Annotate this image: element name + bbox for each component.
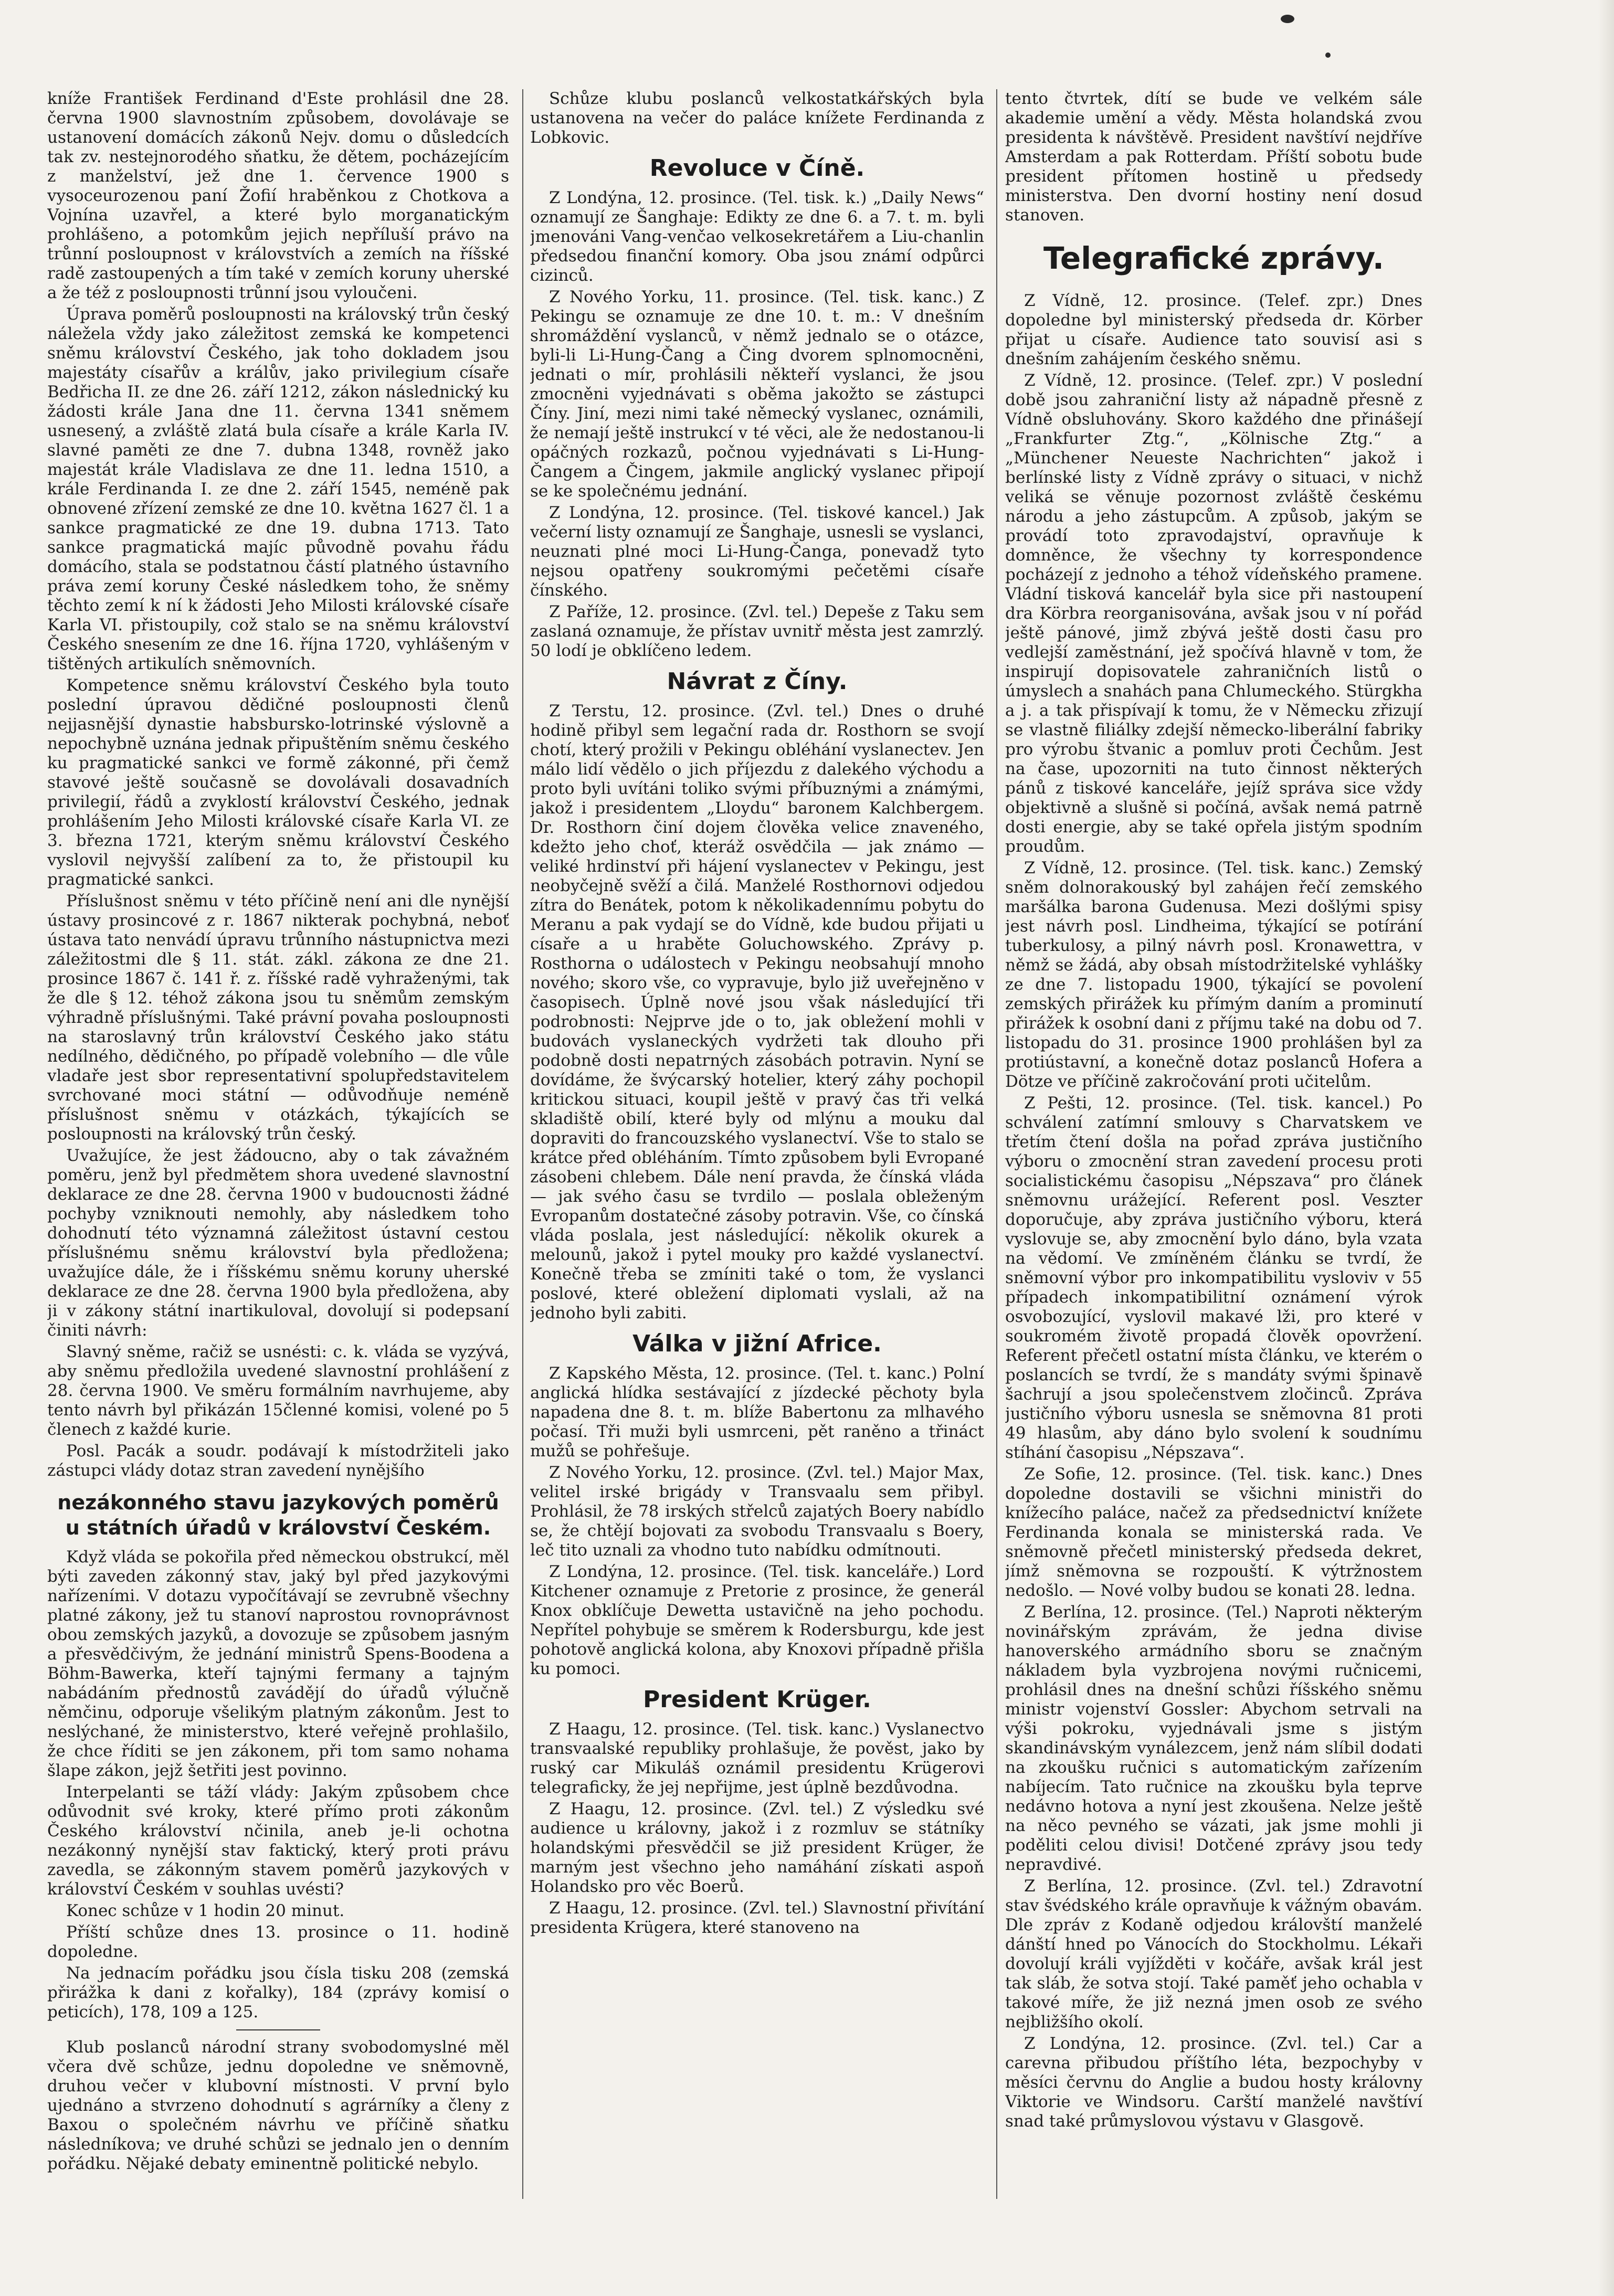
paragraph: Úprava poměrů posloupnosti na královský trůn český náležela vždy jako záležitost zemská ke kompetenci sněmu království Českého, jak toho dokladem jsou majestáty císařův a králův, jako privilegium císaře Bedřicha II. ze dne 26. září 1212, zákon následnický ku žádosti krále Jana dne 11. června 1341 sněmem usnesený, a zvláště zlatá bula císaře a krále Karla IV. slavné paměti ze dne 7. dubna 1348, rovněž jako majestát krále Vladislava ze dne 11. ledna 1510, a krále Ferdinanda I. ze dne 2. září 1545, neméně pak obnovené zřízení zemské ze dne 10. května 1627 čl. 1 a sankce pragmatické ze dne 19. dubna 1713. Tato sankce pragmatická majíc původně povahu řádu domácího, stala se podstatnou částí platného ústavního práva zemí koruny České následkem toho, že sněmy těchto zemí k ní k žádosti Jeho Milosti královské císaře Karla VI. přistoupily, což stalo se na sněmu království Českého snesením ze dne 16. října 1720, vyhlášeným v tištěných artikulích sněmovních. [47,305,509,673]
paragraph: Když vláda se pokořila před německou obstrukcí, měl býti zaveden zákonný stav, jaký byl před jazykovými nařízeními. V dotazu vypočítávají se zevrubně všechny platné zákony, jež tu stanoví naprostou rovnoprávnost obou zemských jazyků, a dovozuje se způsobem jasným a přesvědčivým, že jednání ministrů Spens-Boodena a Böhm-Bawerka, kteří tajnými fermany a tajným nabádáním přednostů zavádějí do úřadů výlučně němčinu, odporuje všelikým platným zákonům. Jest to neslýchané, že ministerstvo, které veřejně prohlašilo, že chce říditi se jen zákonem, při tom samo nohama šlape zákon, jejž šetřiti jest povinno. [47,1548,509,1780]
paragraph: Ze Sofie, 12. prosince. (Tel. tisk. kanc.) Dnes dopoledne dostavili se všichni ministři do knížecího paláce, načež za předsednictví knížete Ferdinanda konala se ministerská rada. Ve sněmovně přečetl ministerský předseda dekret, jímž sněmovna se rozpouští. K výtržnostem nedošlo. — Nové volby budou se konati 28. ledna. [1005,1465,1422,1600]
paragraph: Z Pešti, 12. prosince. (Tel. tisk. kancel.) Po schválení zatímní smlouvy s Charvatskem ve třetím čtení došla na pořad zpráva justičního výboru o zmocnění stran zavedení procesu proti socialistickému časopisu „Népszava“ pro článek sněmovnu urážející. Referent posl. Veszter doporučuje, aby zpráva justičního výboru, která vyslovuje se, aby zmocnění bylo dáno, byla vzata na vědomí. Ve zmíněném článku se tvrdí, že sněmovní výbor pro inkompatibilitu vysloviv v 55 případech inkompatibilitní oznámení výrok osvobozující, vyslovil makavé lži, pro které v soukromém životě propadá člověk opovržení. Referent přečetl ostatní místa článku, ve kterém o poslancích se tvrdí, že s mandáty svými špinavě šachrují a jsou společenstvem zločinců. Zpráva justičního výboru usnesla se sněmovna 81 proti 49 hlasům, aby dáno bylo svolení k soudnímu stíhání časopisu „Népszava“. [1005,1094,1422,1462]
paragraph: tento čtvrtek, dítí se bude ve velkém sále akademie umění a vědy. Města holandská zvou presidenta k návštěvě. President navštíví nejdříve Amsterdam a pak Rotterdam. Příští sobotu bude president přítomen hostině u předsedy ministerstva. Den dvorní hostiny není dosud stanoven. [1005,89,1422,225]
paragraph: kníže František Ferdinand d'Este prohlásil dne 28. června 1900 slavnostním způsobem, dovolávaje se ustanovení domácích zákonů Nejv. domu o důsledcích tak zv. nestejnorodého sňatku, že dětem, pocházejícím z manželství, jež dne 1. července 1900 s vysoceurozenou paní Žofií hraběnkou z Chotkova a Vojnína uzavřel, a které bylo morganatickým prohlášeno, a potomkům jejich nepříluší právo na trůnní posloupnost v královstvích a zemích na říšské radě zastoupených a tím také v zemích koruny uherské a že též z posloupnosti trůnní jsou vyloučeni. [47,89,509,302]
paragraph: Slavný sněme, račiž se usnésti: c. k. vláda se vyzývá, aby sněmu předložila uvedené slavnostní prohlášení z 28. června 1900. Ve směru formálním navrhujeme, aby tento návrh byl přikázán 15členné komisi, volené po 5 členech z každé kurie. [47,1342,509,1439]
paragraph: Z Londýna, 12. prosince. (Tel. tiskové kancel.) Jak večerní listy oznamují ze Šanghaje, usnesli se vyslanci, neuznati plné moci Li-Hung-Čanga, ponevadž tyto nejsou opatřeny soukromými pečetěmi císaře čínského. [530,503,984,600]
paragraph: Z Londýna, 12. prosince. (Tel. tisk. kanceláře.) Lord Kitchener oznamuje z Pretorie z prosince, že generál Knox obklíčuje Dewetta ustavičně na jeho pochodu. Nepřítel pohybuje se směrem k Rodersburgu, kde jest pohotově anglická kolona, aby Knoxovi případně přišla ku pomoci. [530,1562,984,1678]
paragraph: Příští schůze dnes 13. prosince o 11. hodině dopoledne. [47,1923,509,1961]
paragraph: Z Nového Yorku, 11. prosince. (Tel. tisk. kanc.) Z Pekingu se oznamuje ze dne 10. t. m.: V dnešním shromáždění vyslanců, v němž jednalo se o otázce, byli-li Li-Hung-Čang a Čing dvorem splnomocněni, jednati o mír, prohlásili někteří vyslanci, že jsou zmocněni vyjednávati s oběma jakožto se zástupci Číny. Jiní, mezi nimi také německý vyslanec, oznámili, že nemají ještě instrukcí v té věci, ale že nedostanou-li opáčných rozkazů, počnou vyjednávati s Li-Hung-Čangem a Čingem, jakmile anglický vyslanec připojí se ke společnému jednání. [530,288,984,501]
article-heading: nezákonného stavu jazykových poměrů u státních úřadů v království Českém. [57,1491,499,1539]
paragraph: Posl. Pacák a soudr. podávají k místodržiteli jako zástupci vlády dotaz stran zavedení nynějšího [47,1442,509,1480]
separator [236,2029,320,2030]
paragraph: Z Vídně, 12. prosince. (Telef. zpr.) Dnes dopoledne byl ministerský předseda dr. Körber přijat u císaře. Audience tato souvisí asi s dnešním zahájením českého sněmu. [1005,291,1422,368]
paragraph: Z Londýna, 12. prosince. (Tel. tisk. k.) „Daily News“ oznamují ze Šanghaje: Edikty ze dne 6. a 7. t. m. byli jmenováni Vang-venčao velkosekretářem a Liu-chanlin předsedou finanční komory. Oba jsou známí odpůrci cizinců. [530,188,984,285]
paragraph: Z Berlína, 12. prosince. (Tel.) Naproti některým novinářským zprávám, že jedna divise hanoverského armádního sboru se značným nákladem byla vyzbrojena novými ručnicemi, prohlásil dnes na dnešní schůzi říšského sněmu ministr vojenství Gossler: Abychom setrvali na výši pokroku, vyjednávali jsme s jistým skandinávským vynálezcem, jenž nám slíbil dodati na zkoušku ručnici s automatickým zařízením nabíjecím. Tato ručnice na zkoušku byla teprve nedávno hotova a nyní jest zkoušena. Nelze ještě na něco pevného se vázati, jak jsme mohli ji poděliti celou divisi! Dotčené zprávy jsou tedy nepravdivé. [1005,1603,1422,1874]
paragraph: Kompetence sněmu království Českého byla touto poslední úpravou dědičné posloupnosti členů nejjasnější dynastie habsbursko-lotrinské výslovně a nepochybně uznána jednak připuštěním sněmu českého ku pragmatické sankci ve formě zákonné, při čemž stavové ještě současně se dovolávali dosavadních privilegií, řádů a zvyklostí království Českého, jednak prohlášením Jeho Milosti královské císaře Karla VI. ze 3. března 1721, kterým sněmu království Českého vyslovil nejvyšší zalíbení za to, že přistoupil ku pragmatické sankci. [47,676,509,889]
paragraph: Z Terstu, 12. prosince. (Zvl. tel.) Dnes o druhé hodině přibyl sem legační rada dr. Rosthorn se svojí chotí, který prožili v Pekingu obléhání vyslanectev. Jen málo lidí vědělo o jich příjezdu z dalekého východu a proto byli uvítáni toliko svými příbuznými a známými, jakož i presidentem „Lloydu“ baronem Kalchbergem. Dr. Rosthorn činí dojem člověka velice znaveného, kdežto jeho choť, kteráž osvědčila — jak známo — veliké hrdinství při hájení vyslanectev v Pekingu, jest neobyčejně svěží a čilá. Manželé Rosthornovi odjedou zítra do Benátek, potom k několikadennímu pobytu do Meranu a pak vydají se do Vídně, kde budou přijati u císaře a u hraběte Goluchowského. Zprávy p. Rosthorna o událostech v Pekingu neobsahují mnoho nového; skoro vše, co vypravuje, bylo již uveřejněno v časopisech. Úplně nové jsou však následující tři podrobnosti: Nejprve jde o to, jak obležení mohli v budovách vyslaneckých vydržeti tak dlouho při podobně dosti nepatrných zásobách potravin. Nyní se dovídáme, že švýcarský hotelier, který záhy pochopil kritickou situaci, koupil ještě v pravý čas tři velká skladiště obilí, které byly od mlýnu a mouku dal dopraviti do francouzského vyslanectví. Vše to stalo se krátce před obléháním. Tímto způsobem byli Evropané zásobeni chlebem. Dále není pravda, že čínská vláda — jak svého času se tvrdilo — poslala obleženým Evropanům dostatečné zásoby potravin. Vše, co čínská vláda poslala, jest následující: několik okurek a melounů, jakož i pytel mouky pro každé vyslanectví. Konečně třeba se zmíniti také o tom, že vyslanci poslové, které obležení diplomati vyslali, až na jednoho byli zabiti. [530,702,984,1322]
section-heading: Telegrafické zprávy. [1043,240,1384,276]
paragraph: Z Vídně, 12. prosince. (Tel. tisk. kanc.) Zemský sněm dolnorakouský byl zahájen řečí zemského maršálka barona Gudenusa. Mezi došlými spisy jest návrh posl. Lindheima, týkající se potírání tuberkulosy, a pilný návrh posl. Kronawettra, v němž se žádá, aby obsah místodržitelské vyhlášky ze dne 7. listopadu 1900, týkající se povolení zemských přirážek ku přímým daním a prominutí přirážek k osobní dani z příjmu také na dobu od 7. listopadu do 31. prosince 1900 prohlášen byl za protiústavní, a konečně dotaz poslanců Hofera a Dötze ve příčině zakročování proti učitelům. [1005,859,1422,1091]
ink-blot-mark [1281,15,1294,23]
ink-dot [1325,52,1331,58]
paragraph: Z Londýna, 12. prosince. (Zvl. tel.) Car a carevna přibudou příštího léta, bezpochyby v měsíci červnu do Anglie a budou hosty královny Viktorie ve Windsoru. Carští manželé navštíví snad také průmyslovou výstavu v Glasgově. [1005,2034,1422,2131]
column-rule-2 [996,89,997,2199]
page-edge-shadow [1598,0,1614,2296]
section-heading: Návrat z Číny. [667,668,848,695]
section-heading: Válka v jižní Africe. [632,1330,882,1357]
paragraph: Příslušnost sněmu v této příčině není ani dle nynější ústavy prosincové z r. 1867 nikterak pochybná, neboť ústava tato nenvádí úpravu trůnního nástupnictva mezi záležitostmi dle § 11. stát. zákl. zákona ze dne 21. prosince 1867 č. 141 ř. z. říšské radě vyhraženými, tak že dle § 12. téhož zákona jsou tu sněmům zemským výhradně příslušnými. Také právní povaha posloupnosti na staroslavný trůn království Českého jako státu nedílného, dědičného, po případě volebního — dle vůle vladaře jest sbor representativní spolupředstavitelem svrchované moci státní — odůvodňuje neméně příslušnost sněmu v otázkách, týkajících se posloupnosti na královský trůn český. [47,892,509,1144]
paragraph: Z Haagu, 12. prosince. (Zvl. tel.) Z výsledku své audience u královny, jakož i z rozmluv se státníky holandskými přesvědčil se již president Krüger, že marným jest všechno jeho namáhání získati aspoň Holandsko pro věc Boerů. [530,1800,984,1896]
paragraph: Klub poslanců národní strany svobodomyslné měl včera dvě schůze, jednu dopoledne ve sněmovně, druhou večer v klubovní místnosti. V první bylo ujednáno a stvrzeno dohodnutí s agrárníky a členy z Baxou o společném návrhu ve příčině sňatku následníkova; ve druhé schůzi se jednalo jen o denním pořádku. Nějaké debaty eminentně politické nebylo. [47,2038,509,2173]
paragraph: Z Vídně, 12. prosince. (Telef. zpr.) V poslední době jsou zahraniční listy až nápadně přesně z Vídně obsluhovány. Skoro každého dne přinášejí „Frankfurter Ztg.“, „Kölnische Ztg.“ a „Münchener Neueste Nachrichten“ jakož i berlínské listy z Vídně zprávy o situaci, v nichž veliká se věnuje pozornost zvláště českému národu a jeho zástupcům. A způsob, jakým se provádí toto zpravodajství, opravňuje k domněnce, že všechny ty korrespondence pocházejí z jednoho a téhož vídeňského pramene. Vládní tisková kancelář byla sice při nastoupení dra Körbra reorganisována, avšak jsou v ní pořád ještě pánové, jimž zbývá ještě dosti času pro vedlejší zaměstnání, jež spočívá hlavně v tom, že inspirují dopisovatele zahraničních listů o úmyslech a snahách pana Chlumeckého. Stürgkha a j. a tak přispívají k tomu, že v Německu zřizují se vlastně filiálky zdejší německo-liberální fabriky pro výrobu štvanic a pomluv proti Čechům. Jest na čase, upozorniti na tuto činnost některých pánů z tiskové kanceláře, jejíž správa sice vždy objektivně a slušně si počíná, avšak nemá patrně dosti energie, aby se také opřela jistým spodním proudům. [1005,371,1422,856]
paragraph: Z Paříže, 12. prosince. (Zvl. tel.) Depeše z Taku sem zaslaná oznamuje, že přístav uvnitř města jest zamrzlý. 50 lodí je obklíčeno ledem. [530,602,984,660]
column-1 [47,89,509,2209]
paragraph: Schůze klubu poslanců velkostatkářských byla ustanovena na večer do paláce knížete Ferdinanda z Lobkovic. [530,89,984,147]
section-heading: Revoluce v Číně. [649,155,865,182]
section-heading: President Krüger. [643,1686,871,1713]
paragraph: Z Kapského Města, 12. prosince. (Tel. t. kanc.) Polní anglická hlídka sestávající z jízdecké pěchoty byla napadena dne 8. t. m. blíže Babertonu za mlhavého počasí. Tři muži byli usmrceni, pět raněno a třináct mužů se pohřešuje. [530,1364,984,1461]
newspaper-page [47,89,1422,2209]
paragraph: Z Haagu, 12. prosince. (Zvl. tel.) Slavnostní přivítání presidenta Krügera, které stanoveno na [530,1899,984,1937]
column-rule-1 [522,89,523,2199]
column-3 [1005,89,1422,2209]
column-2 [530,89,984,2209]
paragraph: Z Haagu, 12. prosince. (Tel. tisk. kanc.) Vyslanectvo transvaalské republiky prohlašuje, že pověst, jako by ruský car Mikuláš oznámil presidentu Krügerovi telegraficky, že jej nepřijme, jest úplně bezdůvodna. [530,1720,984,1797]
paragraph: Interpelanti se táží vlády: Jakým způsobem chce odůvodnit své kroky, které přímo proti zákonům Českého království nčinila, aneb je-li ochotna nezákonný nynější stav faktický, který proti právu zavedla, se zákonným stavem poměrů jazykových v království Českém v souhlas uvésti? [47,1783,509,1899]
paragraph: Na jednacím pořádku jsou čísla tisku 208 (zemská přirážka k dani z kořalky), 184 (zprávy komisí o peticích), 178, 109 a 125. [47,1964,509,2022]
paragraph: Z Nového Yorku, 12. prosince. (Zvl. tel.) Major Max, velitel irské brigády v Transvaalu sem přibyl. Prohlásil, že 78 irských střelců zajatých Boery nabídlo se, že chtějí bojovati za svobodu Transvaalu s Boery, leč tito uznali za vhodno tuto nabídku odmítnouti. [530,1463,984,1560]
paragraph: Konec schůze v 1 hodin 20 minut. [66,1901,345,1920]
paragraph: Z Berlína, 12. prosince. (Zvl. tel.) Zdravotní stav švédského krále opravňuje k vážným obavám. Dle zpráv z Kodaně odjedou královští manželé dánští hned po Vánocích do Stockholmu. Lékaři dovolují králi vyjížděti v kočáře, avšak král jest tak sláb, že sotva stojí. Také paměť jeho ochabla v takové míře, že již nezná jmen osob ze svého nejbližšího okolí. [1005,1877,1422,2032]
paragraph: Uvažujíce, že jest žádoucno, aby o tak závažném poměru, jenž byl předmětem shora uvedené slavnostní deklarace ze dne 28. června 1900 v budoucnosti žádné pochyby vzniknouti nemohly, aby následkem toho dohodnutí této významná záležitost ústavní cestou příslušnému sněmu království byla předložena; uvažujíce dále, že i říšskému sněmu koruny uherské deklarace ze dne 28. června 1900 byla předložena, aby ji v zákony státní inartikuloval, dovolují si podepsaní činiti návrh: [47,1146,509,1340]
